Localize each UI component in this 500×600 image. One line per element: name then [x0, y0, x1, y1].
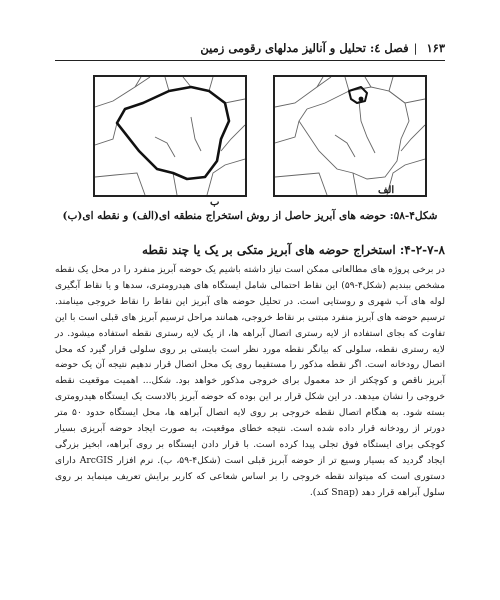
header-separator: |: [413, 41, 418, 55]
body-text: [55, 262, 445, 501]
section-heading: ۴-۲-۷-۸: استخراج حوضه های آبریز متکی بر یک یا چند نقطه: [141, 243, 445, 257]
page-number: ۱۶۳: [426, 41, 445, 55]
figure-point-watershed: [93, 75, 247, 197]
figure-label-b: ب: [210, 197, 220, 208]
figure-label-alef: الف: [378, 185, 395, 196]
running-header: [55, 38, 445, 58]
watershed-map-alef: [275, 77, 425, 195]
watershed-map-b: [95, 77, 245, 195]
figure-caption: شکل۴-۵۸: حوضه های آبریز حاصل از روش استخراج منطقه ای(الف) و نقطه ای(ب): [62, 210, 438, 222]
figure-area-watershed: [273, 75, 427, 197]
outlet-point-marker: [359, 97, 364, 102]
body-paragraph: در برخی پروژه های مطالعاتی ممکن است نیاز داشته باشیم یک حوضه آبریز منفرد را در محل یک نقطه مشخص ببندیم (شکل۴-۵۹) این نقاط احتمالی شامل ایستگاه های هیدرومتری، سدها و یا نقاط آبگیری لوله های آب شهری و روستایی است. در تحلیل حوضه های آبریز این نقاط را نقاط خروجی مینامند. ترسیم حوضه های آبریز منفرد مبتنی بر نقاط خروجی، همانند مراحل ترسیم آبریز های قبلی است با این تفاوت که بجای استفاده از لایه رستری اتصال آبراهه ها، از یک لایه رستری نقطه استفاده میشود. در لایه رستری نقطه، سلولی که بیانگر نقطه مورد نظر است بایستی بر روی سلولی قرار گیرد که محل اتصال رودخانه است. اگر نقطه مذکور را مستقیما روی یک محل اتصال قرار ندهیم نتیجه آن یک حوضه آبریز ناقص و کوچکتر از حد معمول برای خروجی مذکور خواهد بود. شکل... اهمیت موقعیت نقطه خروجی را نشان میدهد. در این شکل قرار بر این بوده که حوضه آبریز بالادست یک ایستگاه هیدرومتری بسته شود. به هنگام اتصال نقطه خروجی بر روی لایه اتصال آبراهه ها، محل ایستگاه حدود ۵۰ متر دورتر از رودخانه قرار داده شده است. نتیجه خطای موقعیت، به صورت ایجاد حوضه آبریزی بسیار کوچکی برای ایستگاه فوق تجلی پیدا کرده است. با قرار دادن ایستگاه بر روی آبراهه، ابخیز بزرگی ایجاد گردید که بسیار وسیع تر از حوضه آبریز قبلی است (شکل۴-۵۹، ب). نرم افزار ArcGIS دارای دستوری است که میتواند نقطه خروجی را بر اساس شعاعی که کاربر برایش تعریف مینماید بر روی سلول آبراهه قرار دهد (Snap کند).: [55, 264, 446, 498]
chapter-title: فصل ٤: تحلیل و آنالیز مدلهای رقومی زمین: [200, 41, 409, 55]
header-rule: [55, 60, 445, 61]
